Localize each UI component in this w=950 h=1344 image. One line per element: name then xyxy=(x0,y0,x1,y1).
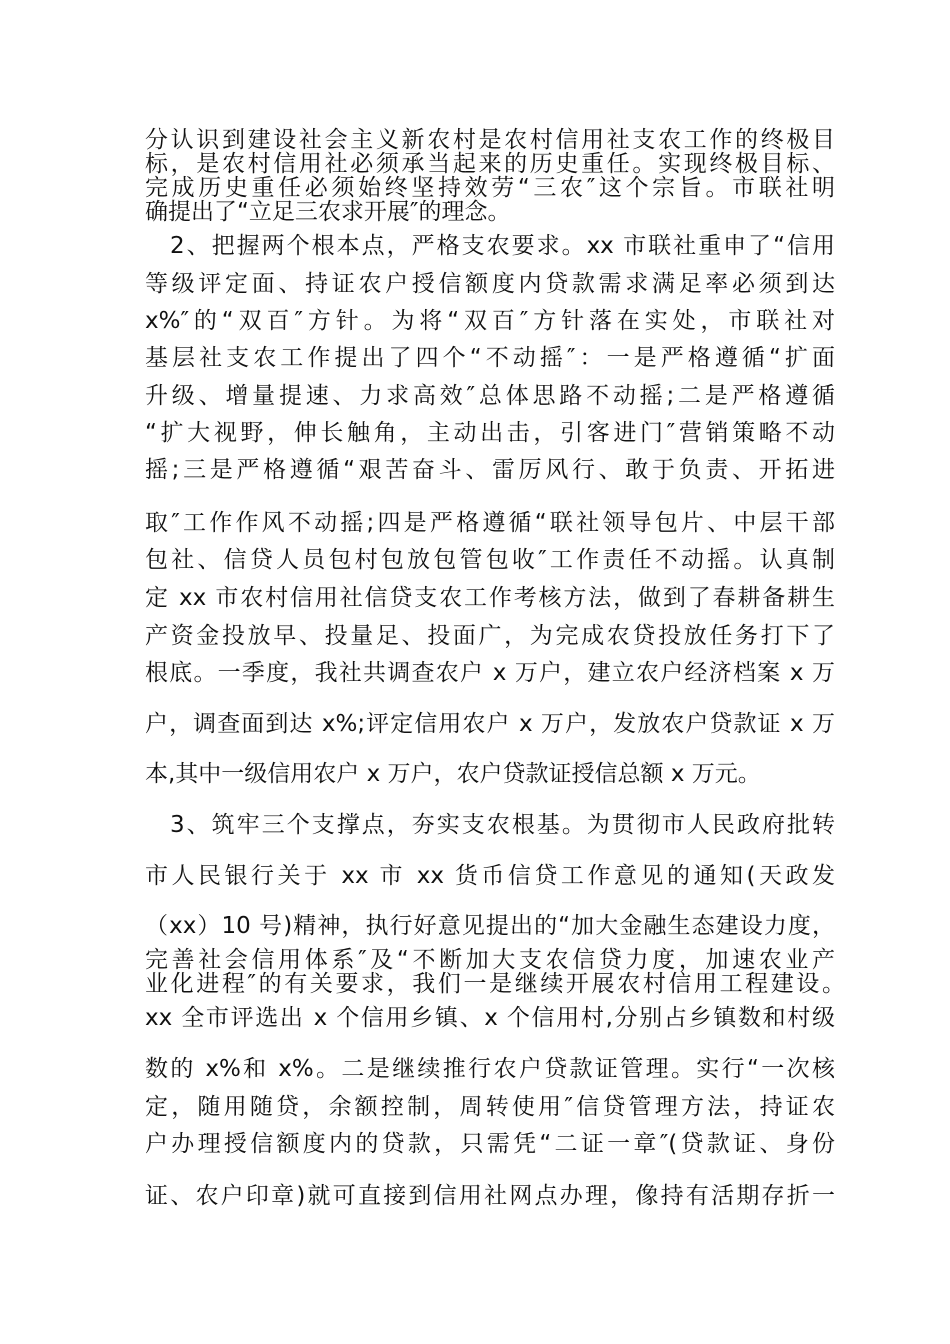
body-text-line: 完善社会信用体系″及“不断加大支农信贷力度，加速农业产 xyxy=(145,947,835,973)
body-text-line: 业化进程″的有关要求，我们一是继续开展农村信用工程建设。 xyxy=(145,971,845,997)
body-text-line: 户，调查面到达 x%;评定信用农户 x 万户，发放农户贷款证 x 万 xyxy=(145,711,835,737)
body-text-line: 等级评定面、持证农户授信额度内贷款需求满足率必须到达 xyxy=(145,271,835,297)
body-text-line: 根底。一季度，我社共调查农户 x 万户，建立农户经济档案 x 万 xyxy=(145,660,835,686)
body-text-line: 定 xx 市农村信用社信贷支农工作考核方法，做到了春耕备耕生 xyxy=(145,585,835,611)
body-text-line: 取″工作作风不动摇;四是严格遵循“联社领导包片、中层干部 xyxy=(145,510,835,536)
body-text-line: 数的 x%和 x%。二是继续推行农户贷款证管理。实行“一次核 xyxy=(145,1056,835,1082)
body-text-line: 确提出了“立足三农求开展″的理念。 xyxy=(145,199,511,225)
body-text-line: “扩大视野，伸长触角，主动出击，引客进门″营销策略不动 xyxy=(145,420,835,446)
body-text-line: 户办理授信额度内的贷款，只需凭“二证一章″(贷款证、身份 xyxy=(145,1131,835,1157)
body-text-line: 包社、信贷人员包村包放包管包收″工作责任不动摇。认真制 xyxy=(145,547,835,573)
body-text-line: 升级、增量提速、力求高效″总体思路不动摇;二是严格遵循 xyxy=(145,383,835,409)
body-text-line: 市人民银行关于 xx 市 xx 货币信贷工作意见的通知(天政发 xyxy=(145,863,835,889)
body-text-line: 完成历史重任必须始终坚持效劳“三农″这个宗旨。市联社明 xyxy=(145,175,835,201)
body-text-line: 证、农户印章)就可直接到信用社网点办理，像持有活期存折一 xyxy=(145,1183,835,1209)
body-text-line: x%″的“双百″方针。为将“双百″方针落在实处，市联社对 xyxy=(145,308,835,334)
body-text-line: 分认识到建设社会主义新农村是农村信用社支农工作的终极目 xyxy=(145,127,835,153)
body-text-line: xx 全市评选出 x 个信用乡镇、x 个信用村,分别占乡镇数和村级 xyxy=(145,1005,835,1031)
body-text-line: 标，是农村信用社必须承当起来的历史重任。实现终极目标、 xyxy=(145,151,835,177)
body-text-line: 基层社支农工作提出了四个“不动摇″：一是严格遵循“扩面 xyxy=(145,345,835,371)
section-3-first-line: 3、筑牢三个支撑点，夯实支农根基。为贯彻市人民政府批转 xyxy=(170,812,835,838)
body-text-line: 定，随用随贷，余额控制，周转使用″信贷管理方法，持证农 xyxy=(145,1094,835,1120)
body-text-line: （xx）10 号)精神，执行好意见提出的“加大金融生态建设力度， xyxy=(145,913,835,939)
section-2-first-line: 2、把握两个根本点，严格支农要求。xx 市联社重申了“信用 xyxy=(170,233,835,259)
body-text-line: 摇;三是严格遵循“艰苦奋斗、雷厉风行、敢于负责、开拓进 xyxy=(145,457,835,483)
body-text-line: 产资金投放早、投量足、投面广，为完成农贷投放任务打下了 xyxy=(145,623,835,649)
body-text-line: 本,其中一级信用农户 x 万户，农户贷款证授信总额 x 万元。 xyxy=(145,761,761,787)
